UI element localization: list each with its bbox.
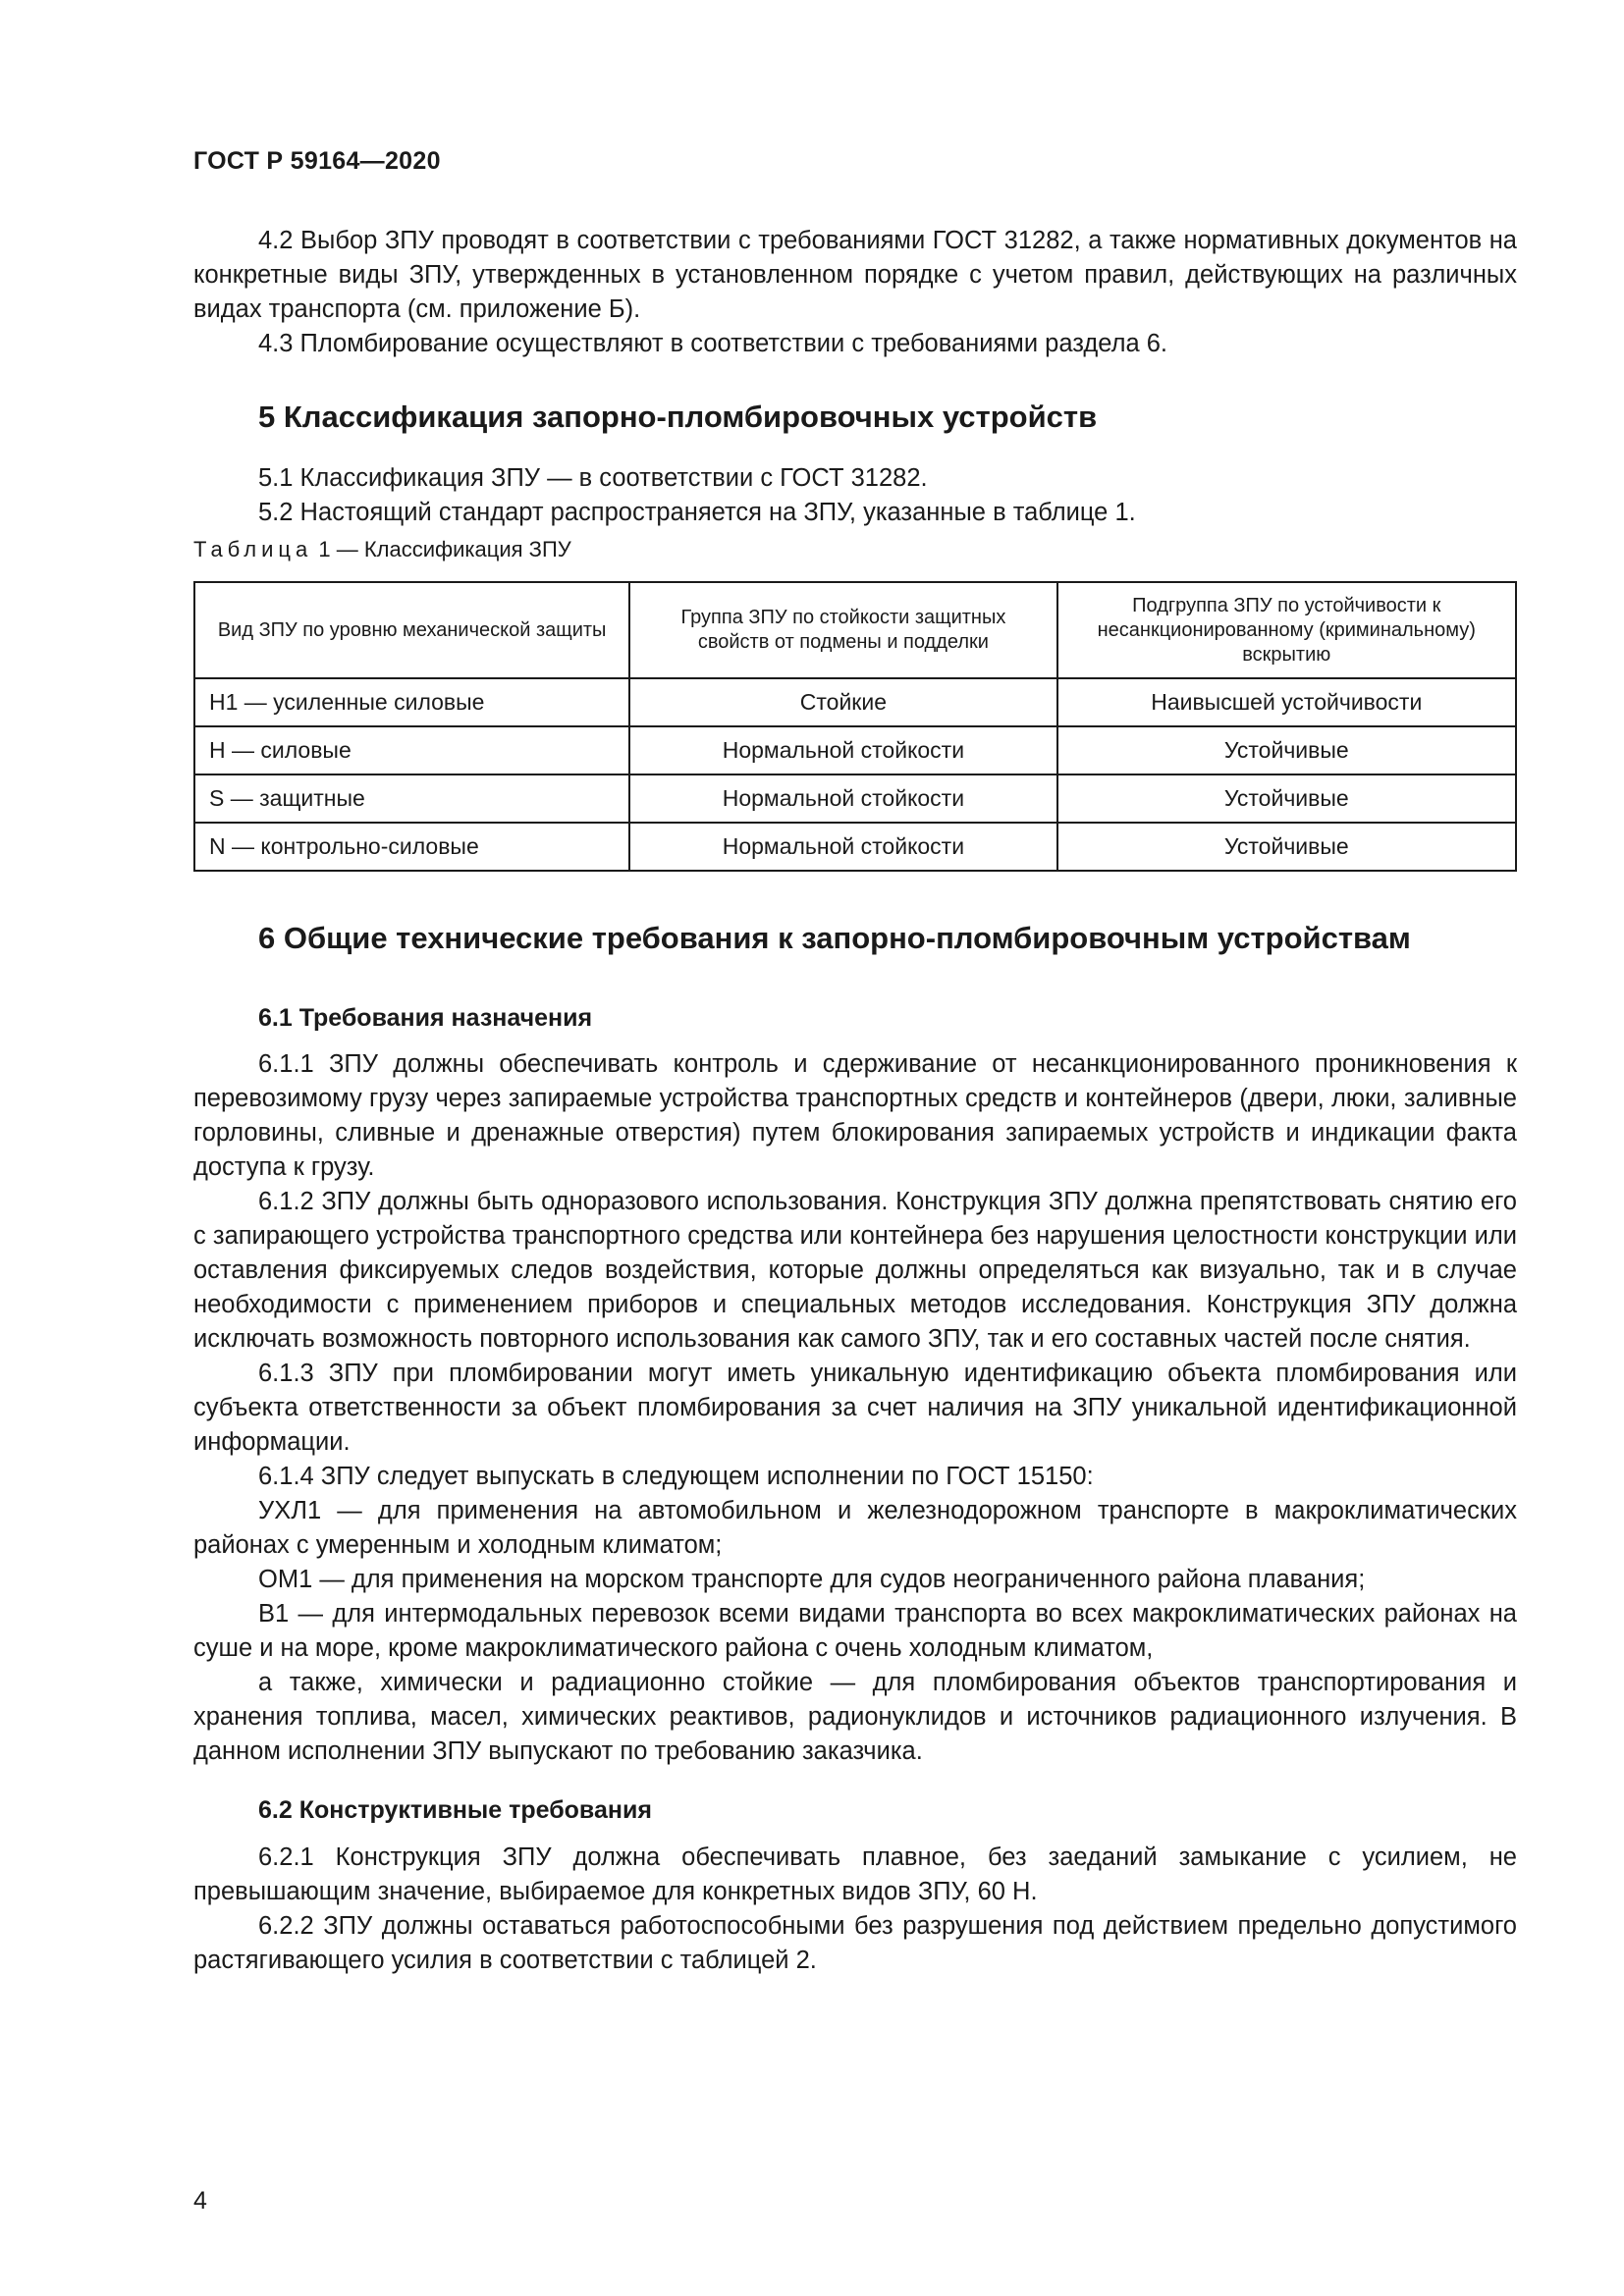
subsection-6-1-title: 6.1 Требования назначения — [258, 1004, 593, 1032]
paragraph-4-2: 4.2 Выбор ЗПУ проводят в соответствии с требованиями ГОСТ 31282, а также нормативных документов на конкретные виды ЗПУ, утвержденных в установленном порядке с учетом правил, действующих на различных видах транспорта (см. приложение Б). — [193, 227, 1517, 323]
page-number: 4 — [193, 2187, 207, 2215]
paragraph-uhl1: УХЛ1 — для применения на автомобильном и железнодорожном транспорте в макроклиматических районах с умеренным и холодным климатом; — [193, 1497, 1517, 1559]
subsection-6-2-paragraphs — [193, 1841, 1517, 1978]
paragraph-6-1-4: 6.1.4 ЗПУ следует выпускать в следующем исполнении по ГОСТ 15150: — [258, 1463, 1094, 1490]
table-header-cell: Группа ЗПУ по стойкости защитных свойств от подмены и подделки — [629, 582, 1056, 678]
intro-paragraphs — [193, 224, 1517, 361]
paragraph-chemical: а также, химически и радиационно стойкие — для пломбирования объектов транспортирования и хранения топлива, масел, химических реактивов, радионуклидов и источников радиационного излучения. В данном исполнении ЗПУ выпускают по требованию заказчика. — [193, 1669, 1517, 1765]
paragraph-om1: ОМ1 — для применения на морском транспорте для судов неограниченного района плавания; — [258, 1566, 1366, 1593]
subsection-6-1-paragraphs — [193, 1047, 1517, 1769]
section-5-title: 5 Классификация запорно-пломбировочных устройств — [258, 400, 1098, 434]
table-cell: Устойчивые — [1057, 726, 1516, 774]
table-header-cell: Вид ЗПУ по уровню механической защиты — [194, 582, 629, 678]
table-cell: Н — силовые — [194, 726, 629, 774]
table-cell: Нормальной стойкости — [629, 823, 1056, 871]
table-row — [194, 678, 1516, 726]
table-cell: N — контрольно-силовые — [194, 823, 629, 871]
table-cell: Устойчивые — [1057, 823, 1516, 871]
paragraph-6-2-1: 6.2.1 Конструкция ЗПУ должна обеспечивать плавное, без заеданий замыкание с усилием, не превышающим значение, выбираемое для конкретных видов ЗПУ, 60 Н. — [193, 1843, 1517, 1905]
section-5-paragraphs — [193, 461, 1517, 530]
table-cell: Устойчивые — [1057, 774, 1516, 823]
table-caption-title: 1 — Классификация ЗПУ — [318, 537, 571, 561]
paragraph-4-3: 4.3 Пломбирование осуществляют в соответствии с требованиями раздела 6. — [258, 330, 1168, 357]
paragraph-6-1-1: 6.1.1 ЗПУ должны обеспечивать контроль и сдерживание от несанкционированного проникновения к перевозимому грузу через запираемые устройства транспортных средств и контейнеров (двери, люки, заливные горловины, сливные и дренажные отверстия) путем блокирования запираемых устройств и индикации факта доступа к грузу. — [193, 1050, 1517, 1181]
table-cell: Стойкие — [629, 678, 1056, 726]
paragraph-v1: В1 — для интермодальных перевозок всеми видами транспорта во всех макроклиматических районах на суше и на море, кроме макроклиматического района с очень холодным климатом, — [193, 1600, 1517, 1662]
table-row — [194, 774, 1516, 823]
table-cell: Н1 — усиленные силовые — [194, 678, 629, 726]
document-page — [193, 0, 1517, 2296]
table-header-row — [194, 582, 1516, 678]
table-header-cell: Подгруппа ЗПУ по устойчивости к несанкционированному (криминальному) вскрытию — [1057, 582, 1516, 678]
paragraph-6-1-3: 6.1.3 ЗПУ при пломбировании могут иметь уникальную идентификацию объекта пломбирования или субъекта ответственности за объект пломбирования за счет наличия на ЗПУ уникальной идентификационной информации. — [193, 1360, 1517, 1456]
table-cell: S — защитные — [194, 774, 629, 823]
paragraph-5-2: 5.2 Настоящий стандарт распространяется на ЗПУ, указанные в таблице 1. — [258, 499, 1136, 526]
section-6-title: 6 Общие технические требования к запорно-пломбировочным устройствам — [258, 921, 1411, 955]
table-row — [194, 823, 1516, 871]
table-1-caption — [193, 537, 571, 562]
table-cell: Нормальной стойкости — [629, 726, 1056, 774]
table-row — [194, 726, 1516, 774]
table-caption-word: Таблица — [193, 537, 313, 561]
document-code-header: ГОСТ Р 59164—2020 — [193, 147, 441, 175]
table-cell: Наивысшей устойчивости — [1057, 678, 1516, 726]
paragraph-5-1: 5.1 Классификация ЗПУ — в соответствии с ГОСТ 31282. — [258, 464, 928, 492]
classification-table — [193, 581, 1517, 872]
paragraph-6-2-2: 6.2.2 ЗПУ должны оставаться работоспособными без разрушения под действием предельно допустимого растягивающего усилия в соответствии с таблицей 2. — [193, 1912, 1517, 1974]
table-cell: Нормальной стойкости — [629, 774, 1056, 823]
paragraph-6-1-2: 6.1.2 ЗПУ должны быть одноразового использования. Конструкция ЗПУ должна препятствовать снятию его с запирающего устройства транспортного средства или контейнера без нарушения целостности конструкции или оставления фиксируемых следов воздействия, которые должны определяться как визуально, так и в случае необходимости с применением приборов и специальных методов исследования. Конструкция ЗПУ должна исключать возможность повторного использования как самого ЗПУ, так и его составных частей после снятия. — [193, 1188, 1517, 1353]
subsection-6-2-title: 6.2 Конструктивные требования — [258, 1796, 652, 1824]
